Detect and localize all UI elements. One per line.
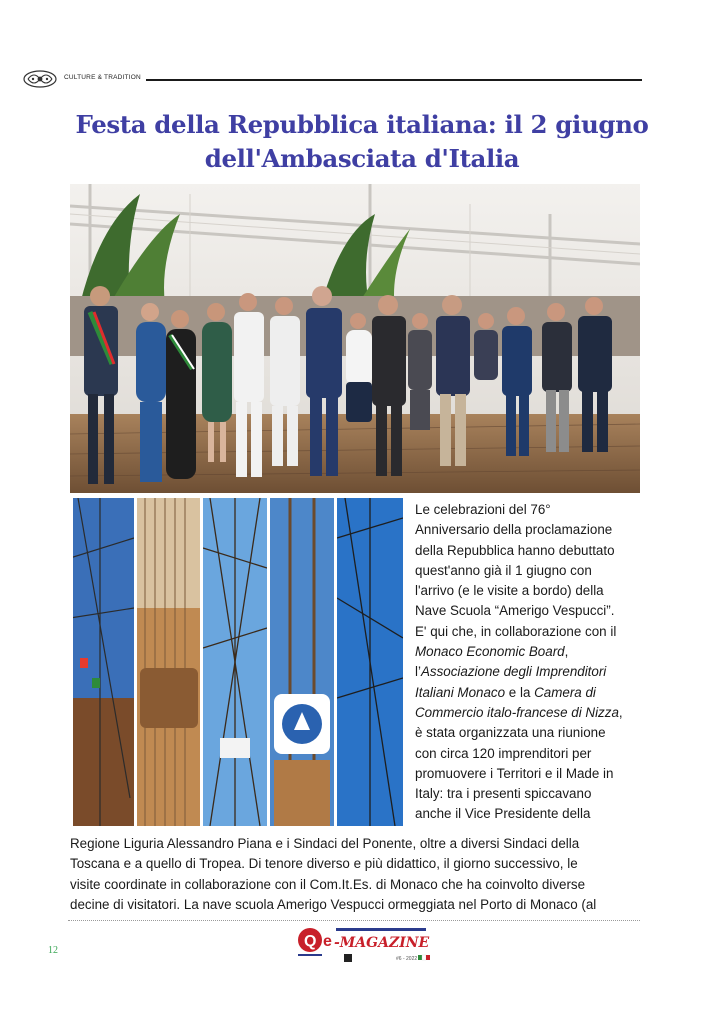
section-label: CULTURE & TRADITION — [64, 74, 141, 81]
body-line — [415, 683, 645, 703]
ceremony-photo — [70, 184, 640, 493]
camera-di: Camera di — [534, 684, 596, 700]
body-line: decine di visitatori. La nave scuola Amerigo Vespucci ormeggiata nel Porto di Monaco (al — [70, 896, 597, 912]
body-line: Anniversario della proclamazione — [415, 522, 613, 538]
article-body-column — [415, 500, 645, 825]
article-body-full — [70, 834, 650, 915]
body-line: anche il Vice Presidente della — [415, 806, 591, 822]
body-line: E' qui che, in collaborazione con il — [415, 623, 617, 639]
brand-e: e — [323, 933, 332, 950]
punct: , — [618, 704, 623, 720]
body-line — [415, 662, 645, 682]
article-title — [60, 108, 664, 176]
ornament-logo-icon — [22, 68, 58, 90]
body-line: Toscana e a quello di Tropea. Di tenore diverso e più didattico, il giorno successivo, le — [70, 856, 578, 872]
body-line: con circa 120 imprenditori per — [415, 745, 592, 761]
prefix: l’ — [415, 664, 421, 680]
body-line: Italy: tra i presenti spiccavano — [415, 786, 592, 802]
associazione-imprenditori: Associazione degli Imprenditori — [420, 664, 607, 680]
brand-strapline-bar — [336, 928, 426, 931]
page-header — [22, 66, 642, 92]
body-line: quest'anno già il 1 giugno con — [415, 562, 592, 578]
brand-wordmark: -MAGAZINE — [334, 935, 430, 951]
title-line-2: dell'Ambasciata d'Italia — [204, 144, 520, 173]
brand-q: Q — [304, 933, 317, 950]
body-line: l'arrivo (e le visite a bordo) della — [415, 583, 604, 599]
italiani-monaco: Italiani Monaco — [415, 684, 506, 700]
qe-magazine-logo — [296, 924, 432, 964]
body-line: è stata organizzata una riunione — [415, 725, 606, 741]
conjunction: e la — [505, 684, 535, 700]
qr-code-icon — [344, 954, 352, 962]
body-line — [415, 703, 645, 723]
header-divider — [146, 79, 642, 81]
monaco-economic-board: Monaco Economic Board — [415, 644, 565, 660]
brand-issue: #6 - 2022 — [396, 956, 418, 962]
footer-divider — [68, 920, 640, 921]
body-line: visite coordinate in collaborazione con il Com.It.Es. di Monaco che ha coinvolto diverse — [70, 876, 586, 892]
body-line: promuovere i Territori e il Made in — [415, 765, 614, 781]
body-line: Nave Scuola “Amerigo Vespucci”. — [415, 603, 615, 619]
punct: , — [564, 644, 569, 660]
ship-rigging-collage — [70, 498, 403, 826]
body-line — [415, 642, 645, 662]
body-line: Regione Liguria Alessandro Piana e i Sindaci del Ponente, oltre a diversi Sindaci della — [70, 836, 580, 851]
title-line-1: Festa della Repubblica italiana: il 2 giugno — [75, 110, 649, 139]
page-number: 12 — [48, 945, 58, 956]
camera-commercio: Commercio italo-francese di Nizza — [415, 704, 619, 720]
body-line: Le celebrazioni del 76° — [415, 502, 551, 517]
body-line: della Repubblica hanno debuttato — [415, 542, 615, 558]
